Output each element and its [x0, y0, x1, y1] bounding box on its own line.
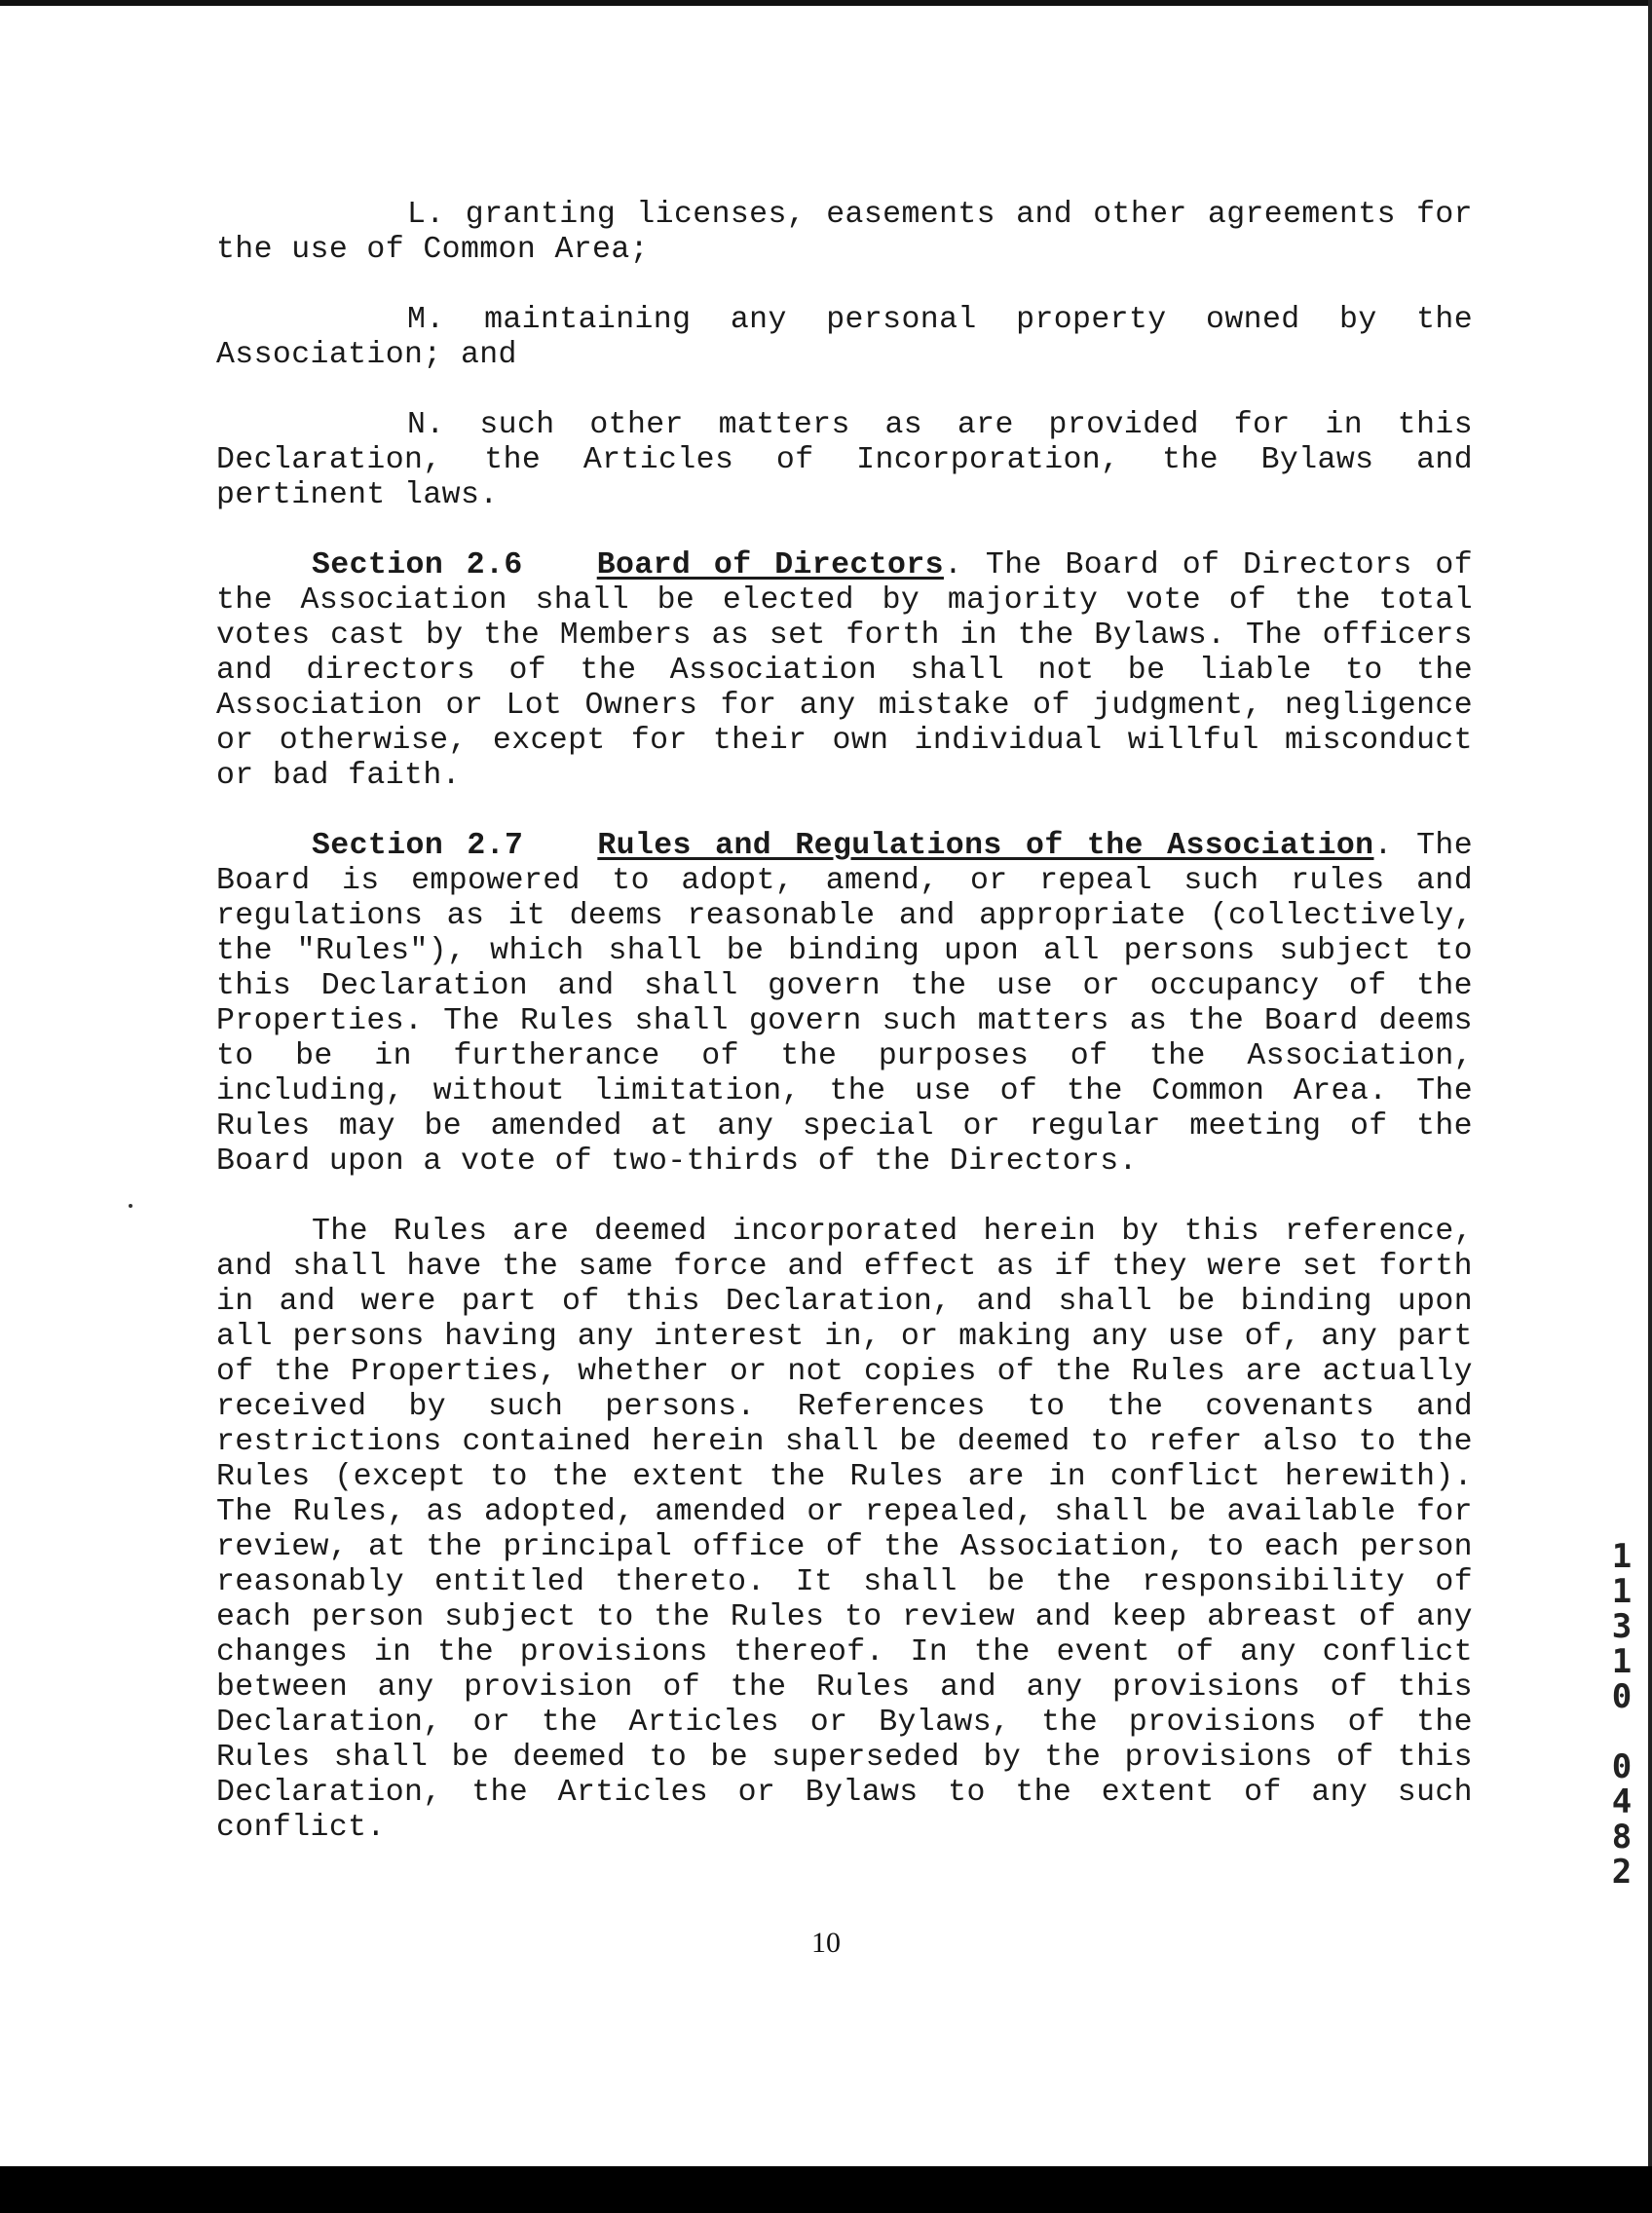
recording-digit: 1 — [1611, 1572, 1633, 1611]
section-2-7-number: Section 2.7 — [312, 829, 524, 863]
recording-digit: 8 — [1611, 1818, 1633, 1857]
section-2-7 — [216, 829, 1473, 1180]
section-2-7-body: . The Board is empowered to adopt, amend, or repeal such rules and regulations as it deems reasonable and appropriate (collectively, the "Rules"), which shall be binding upon all persons subject to this Declaration and shall govern the use or occupancy of the Properties. The Rules shall govern such matters as the Board deems to be in furtherance of the purposes of the Association, including, without limitation, the use of the Common Area. The Rules may be amended at any special or regular meeting of the Board upon a vote of two-thirds of the Directors. — [216, 829, 1474, 1179]
list-item-m: M. maintaining any personal property owned by the Association; and — [216, 303, 1473, 372]
section-2-6-number: Section 2.6 — [312, 548, 523, 582]
scan-border-bottom — [0, 2166, 1652, 2213]
recording-digit: 4 — [1611, 1782, 1633, 1821]
scan-border-right — [1648, 0, 1652, 2213]
rules-paragraph: The Rules are deemed incorporated herein by this reference, and shall have the same force and effect as if they were set forth in and were part of this Declaration, and shall be binding upon all persons having any interest in, or making any use of, any part of the Properties, whether or not copies of the Rules are actually received by such persons. References to the covenants and restrictions contained herein shall be deemed to refer also to the Rules (except to the extent the Rules are in conflict herewith). The Rules, as adopted, amended or repealed, shall be available for review, at the principal office of the Association, to each person reasonably entitled thereto. It shall be the responsibility of each person subject to the Rules to review and keep abreast of any changes in the provisions thereof. In the event of any conflict between any provision of the Rules and any provisions of this Declaration, or the Articles or Bylaws, the provisions of the Rules shall be deemed to be superseded by the provisions of this Declaration, the Articles or Bylaws to the extent of any such conflict. — [216, 1215, 1473, 1845]
recording-digit: 0 — [1611, 1677, 1633, 1716]
section-2-6 — [216, 548, 1473, 794]
section-2-7-title: Rules and Regulations of the Association — [597, 829, 1374, 863]
recording-digit: 2 — [1611, 1853, 1633, 1892]
recording-number-gap — [1605, 1714, 1638, 1749]
recording-digit: 1 — [1611, 1537, 1633, 1576]
recording-digit: 3 — [1611, 1607, 1633, 1646]
recording-digit: 1 — [1611, 1642, 1633, 1681]
document-page — [216, 198, 1473, 1846]
page-number: 10 — [811, 1927, 841, 1959]
recording-digit: 0 — [1611, 1747, 1633, 1786]
section-2-6-body: . The Board of Directors of the Association shall be elected by majority vote of the total votes cast by the Members as set forth in the Bylaws. The officers and directors of the Association shall not be liable to the Association or Lot Owners for any mistake of judgment, negligence or otherwise, except for their own individual willful misconduct or bad faith. — [216, 548, 1473, 793]
list-item-n: N. such other matters as are provided for in this Declaration, the Articles of Incorporation, the Bylaws and pertinent laws. — [216, 408, 1473, 512]
scan-speck — [129, 1204, 132, 1208]
recording-number — [1605, 1539, 1638, 1890]
section-2-6-title: Board of Directors — [596, 548, 944, 582]
list-item-l: L. granting licenses, easements and other agreements for the use of Common Area; — [216, 198, 1473, 267]
scan-border-top — [0, 0, 1652, 6]
